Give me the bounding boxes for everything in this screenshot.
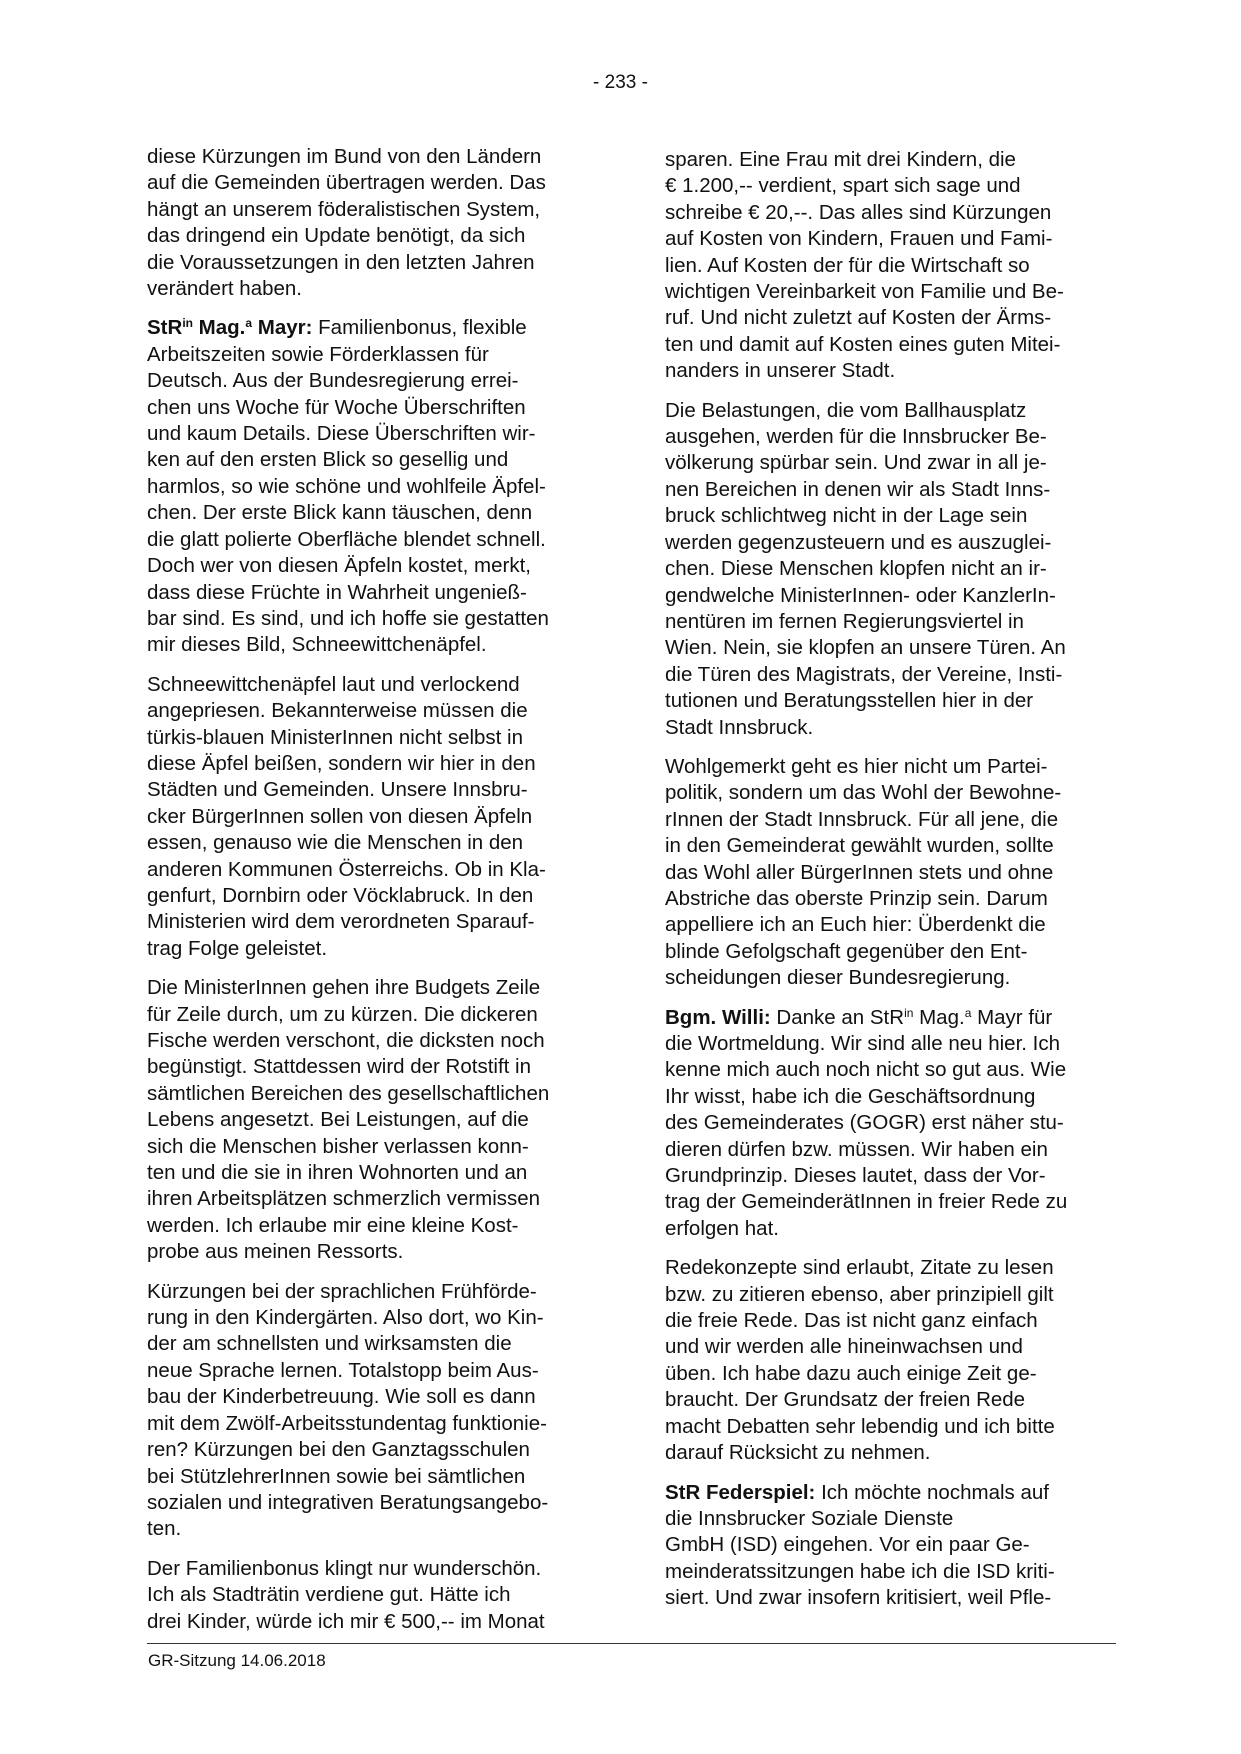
text-line: essen, genauso wie die Menschen in den xyxy=(147,831,524,855)
text-line: chen. Diese Menschen klopfen nicht an ir- xyxy=(665,557,1047,581)
text-line: in den Gemeinderat gewählt wurden, sollte xyxy=(665,834,1054,858)
text-line: trag Folge geleistet. xyxy=(147,936,328,960)
footer-rule xyxy=(147,1643,1116,1644)
text-line: bar sind. Es sind, und ich hoffe sie gestatten xyxy=(147,606,549,630)
superscript: a xyxy=(245,316,253,331)
text-line: Doch wer von diesen Äpfeln kostet, merkt, xyxy=(147,554,531,578)
text-line: Schneewittchenäpfel laut und verlockend xyxy=(147,672,520,696)
text-line: bei StützlehrerInnen sowie bei sämtlichen xyxy=(147,1464,526,1488)
paragraph xyxy=(147,315,593,658)
text-line: Der Familienbonus klingt nur wunderschön. xyxy=(147,1556,542,1580)
text-line: diese Äpfel beißen, sondern wir hier in den xyxy=(147,751,536,775)
text-line: genfurt, Dornbirn oder Vöcklabruck. In den xyxy=(147,883,534,907)
text-line: lien. Auf Kosten der für die Wirtschaft so xyxy=(665,253,1030,277)
text-line: wichtigen Vereinbarkeit von Familie und Be- xyxy=(665,280,1064,304)
text-line: rung in den Kindergärten. Also dort, wo Kin- xyxy=(147,1306,544,1330)
text-line: sich die Menschen bisher verlassen konn- xyxy=(147,1134,529,1158)
page-number: - 233 - xyxy=(593,72,648,93)
text-line: probe aus meinen Ressorts. xyxy=(147,1240,404,1264)
text-line: ten und die sie in ihren Wohnorten und an xyxy=(147,1161,528,1185)
text-line: Städten und Gemeinden. Unsere Innsbru- xyxy=(147,778,528,802)
text-line: mit dem Zwölf-Arbeitsstundentag funktionie- xyxy=(147,1411,547,1435)
text-line: Fische werden verschont, die dicksten noch xyxy=(147,1029,545,1052)
text-line: die Türen des Magistrats, der Vereine, Insti- xyxy=(665,662,1063,686)
text-line: cker BürgerInnen sollen von diesen Äpfeln xyxy=(147,804,533,828)
paragraph xyxy=(665,1480,1111,1612)
text-line: dieren dürfen bzw. müssen. Wir haben ein xyxy=(665,1137,1048,1161)
paragraph xyxy=(665,754,1111,992)
text-line: bau der Kinderbetreuung. Wie soll es dann xyxy=(147,1385,536,1409)
text-line: StR$^{in}$ Mag.$^a$ Mayr: Familienbonus, flexible xyxy=(147,316,527,340)
right-column xyxy=(665,147,1111,1625)
text-line: Wohlgemerkt geht es hier nicht um Partei- xyxy=(665,754,1048,778)
text-line: begünstigt. Stattdessen wird der Rotstift in xyxy=(147,1055,532,1079)
text-line: diese Kürzungen im Bund von den Ländern xyxy=(147,145,542,168)
text-line: ausgehen, werden für die Innsbrucker Be- xyxy=(665,425,1047,449)
text-line: scheidungen dieser Bundesregierung. xyxy=(665,966,1011,990)
paragraph xyxy=(147,1279,593,1543)
text-line: chen uns Woche für Woche Überschriften xyxy=(147,395,526,419)
text-line: des Gemeinderates (GOGR) erst näher stu- xyxy=(665,1111,1064,1135)
text-line: appelliere ich an Euch hier: Überdenkt die xyxy=(665,913,1046,937)
text-line: der am schnellsten und wirksamsten die xyxy=(147,1332,512,1356)
text-line: drei Kinder, würde ich mir € 500,-- im Monat xyxy=(147,1609,545,1633)
paragraph xyxy=(665,147,1111,385)
text-line: erfolgen hat. xyxy=(665,1216,779,1240)
text-line: hängt an unserem föderalistischen System, xyxy=(147,197,541,221)
superscript: in xyxy=(182,316,193,331)
paragraph xyxy=(147,1556,593,1635)
speaker-name: StR Federspiel: xyxy=(665,1480,816,1504)
text-line: darauf Rücksicht zu nehmen. xyxy=(665,1441,931,1465)
text-line: blinde Gefolgschaft gegenüber den Ent- xyxy=(665,939,1028,963)
text-line: ten und damit auf Kosten eines guten Mitei- xyxy=(665,332,1061,356)
text-line: meinderatssitzungen habe ich die ISD kriti- xyxy=(665,1559,1055,1583)
text-line: nen Bereichen in denen wir als Stadt Inns- xyxy=(665,477,1051,501)
text-line: sozialen und integrativen Beratungsangebo- xyxy=(147,1490,549,1514)
text-line: ihren Arbeitsplätzen schmerzlich vermissen xyxy=(147,1187,541,1211)
text-line: Ich als Stadträtin verdiene gut. Hätte ich xyxy=(147,1583,511,1607)
text-line: bzw. zu zitieren ebenso, aber prinzipiell gilt xyxy=(665,1282,1054,1306)
paragraph xyxy=(147,672,593,962)
text-line: siert. Und zwar insofern kritisiert, weil Pfle- xyxy=(665,1586,1052,1610)
text-line: angepriesen. Bekannterweise müssen die xyxy=(147,699,528,723)
text-line: nanders in unserer Stadt. xyxy=(665,359,896,383)
text-line: sparen. Eine Frau mit drei Kindern, die xyxy=(665,148,1016,171)
text-line: die Wortmeldung. Wir sind alle neu hier. Ich xyxy=(665,1032,1061,1055)
text-line: schreibe € 20,--. Das alles sind Kürzungen xyxy=(665,200,1052,224)
text-line: StR Federspiel: Ich möchte nochmals auf xyxy=(665,1480,1049,1504)
text-line: werden gegenzusteuern und es auszuglei- xyxy=(665,530,1052,554)
text-line: Kürzungen bei der sprachlichen Frühförde- xyxy=(147,1279,537,1303)
superscript: a xyxy=(964,1005,972,1020)
text-line: Die MinisterInnen gehen ihre Budgets Zeile xyxy=(147,976,541,1000)
text-line: kenne mich auch noch nicht so gut aus. Wie xyxy=(665,1058,1067,1082)
text-line: bruck schlichtweg nicht in der Lage sein xyxy=(665,504,1028,528)
text-line: Ihr wisst, habe ich die Geschäftsordnung xyxy=(665,1084,1036,1108)
text-line: völkerung spürbar sein. Und zwar in all je- xyxy=(665,451,1047,475)
text-line: und kaum Details. Diese Überschriften wir- xyxy=(147,422,536,446)
text-line: werden. Ich erlaube mir eine kleine Kost- xyxy=(147,1213,519,1237)
text-line: die Voraussetzungen in den letzten Jahren xyxy=(147,250,535,274)
text-line: ren? Kürzungen bei den Ganztagsschulen xyxy=(147,1438,530,1462)
text-line: Abstriche das oberste Prinzip sein. Darum xyxy=(665,886,1048,910)
text-line: auf die Gemeinden übertragen werden. Das xyxy=(147,171,546,195)
paragraph xyxy=(147,975,593,1265)
text-line: Lebens angesetzt. Bei Leistungen, auf die xyxy=(147,1108,529,1132)
text-line: GmbH (ISD) eingehen. Vor ein paar Ge- xyxy=(665,1533,1030,1557)
text-line: nentüren im fernen Regierungsviertel in xyxy=(665,609,1024,633)
text-line: € 1.200,-- verdient, spart sich sage und xyxy=(665,174,1021,198)
text-line: Bgm. Willi: Danke an StR$^{in}$ Mag.$^a$ Mayr für xyxy=(665,1005,1053,1029)
text-line: und wir werden alle hineinwachsen und xyxy=(665,1335,1023,1359)
text-line: Redekonzepte sind erlaubt, Zitate zu lesen xyxy=(665,1256,1054,1280)
text-line: die Innsbrucker Soziale Dienste xyxy=(665,1506,954,1530)
paragraph xyxy=(665,1005,1111,1243)
text-line: ten. xyxy=(147,1517,182,1541)
text-line: tutionen und Beratungsstellen hier in der xyxy=(665,689,1034,713)
text-line: sämtlichen Bereichen des gesellschaftlichen xyxy=(147,1081,550,1105)
text-line: mir dieses Bild, Schneewittchenäpfel. xyxy=(147,633,487,657)
text-line: die glatt polierte Oberfläche blendet schnell. xyxy=(147,527,546,551)
text-line: Wien. Nein, sie klopfen an unsere Türen. An xyxy=(665,636,1066,660)
text-line: verändert haben. xyxy=(147,277,303,301)
text-line: trag der GemeinderätInnen in freier Rede zu xyxy=(665,1190,1068,1214)
left-column xyxy=(147,144,593,1648)
text-line: türkis-blauen MinisterInnen nicht selbst in xyxy=(147,725,524,749)
text-line: rInnen der Stadt Innsbruck. Für all jene, die xyxy=(665,807,1059,831)
text-line: ken auf den ersten Blick so gesellig und xyxy=(147,448,509,472)
text-line: Die Belastungen, die vom Ballhausplatz xyxy=(665,398,1027,422)
text-line: die freie Rede. Das ist nicht ganz einfach xyxy=(665,1309,1038,1333)
text-line: dass diese Früchte in Wahrheit ungenieß- xyxy=(147,580,527,604)
text-line: politik, sondern um das Wohl der Bewohne- xyxy=(665,781,1062,805)
text-line: braucht. Der Grundsatz der freien Rede xyxy=(665,1388,1026,1412)
text-line: neue Sprache lernen. Totalstopp beim Aus- xyxy=(147,1358,539,1382)
text-line: Ministerien wird dem verordneten Sparauf- xyxy=(147,910,535,934)
text-line: Stadt Innsbruck. xyxy=(665,715,814,739)
text-line: gendwelche MinisterInnen- oder KanzlerIn- xyxy=(665,583,1056,607)
text-line: harmlos, so wie schöne und wohlfeile Äpfel- xyxy=(147,474,546,498)
text-line: Arbeitszeiten sowie Förderklassen für xyxy=(147,342,489,366)
footer-text: GR-Sitzung 14.06.2018 xyxy=(148,1651,326,1670)
text-line: chen. Der erste Blick kann täuschen, denn xyxy=(147,501,533,525)
speaker-name: StR$^{in}$ Mag.$^a$ Mayr: xyxy=(147,316,313,340)
text-line: das Wohl aller BürgerInnen stets und ohne xyxy=(665,860,1054,884)
paragraph xyxy=(665,1255,1111,1466)
text-line: üben. Ich habe dazu auch einige Zeit ge- xyxy=(665,1361,1037,1385)
text-line: Grundprinzip. Dieses lautet, dass der Vor- xyxy=(665,1164,1046,1188)
superscript: in xyxy=(904,1005,914,1020)
text-line: auf Kosten von Kindern, Frauen und Fami- xyxy=(665,227,1053,251)
paragraph xyxy=(665,398,1111,741)
text-line: für Zeile durch, um zu kürzen. Die dickeren xyxy=(147,1002,538,1026)
text-line: Deutsch. Aus der Bundesregierung errei- xyxy=(147,369,519,393)
text-line: das dringend ein Update benötigt, da sich xyxy=(147,224,526,248)
text-line: anderen Kommunen Österreichs. Ob in Kla- xyxy=(147,857,546,881)
paragraph xyxy=(147,144,593,302)
text-line: macht Debatten sehr lebendig und ich bitte xyxy=(665,1414,1055,1438)
text-line: ruf. Und nicht zuletzt auf Kosten der Ärms- xyxy=(665,306,1052,330)
speaker-name: Bgm. Willi: xyxy=(665,1005,771,1029)
